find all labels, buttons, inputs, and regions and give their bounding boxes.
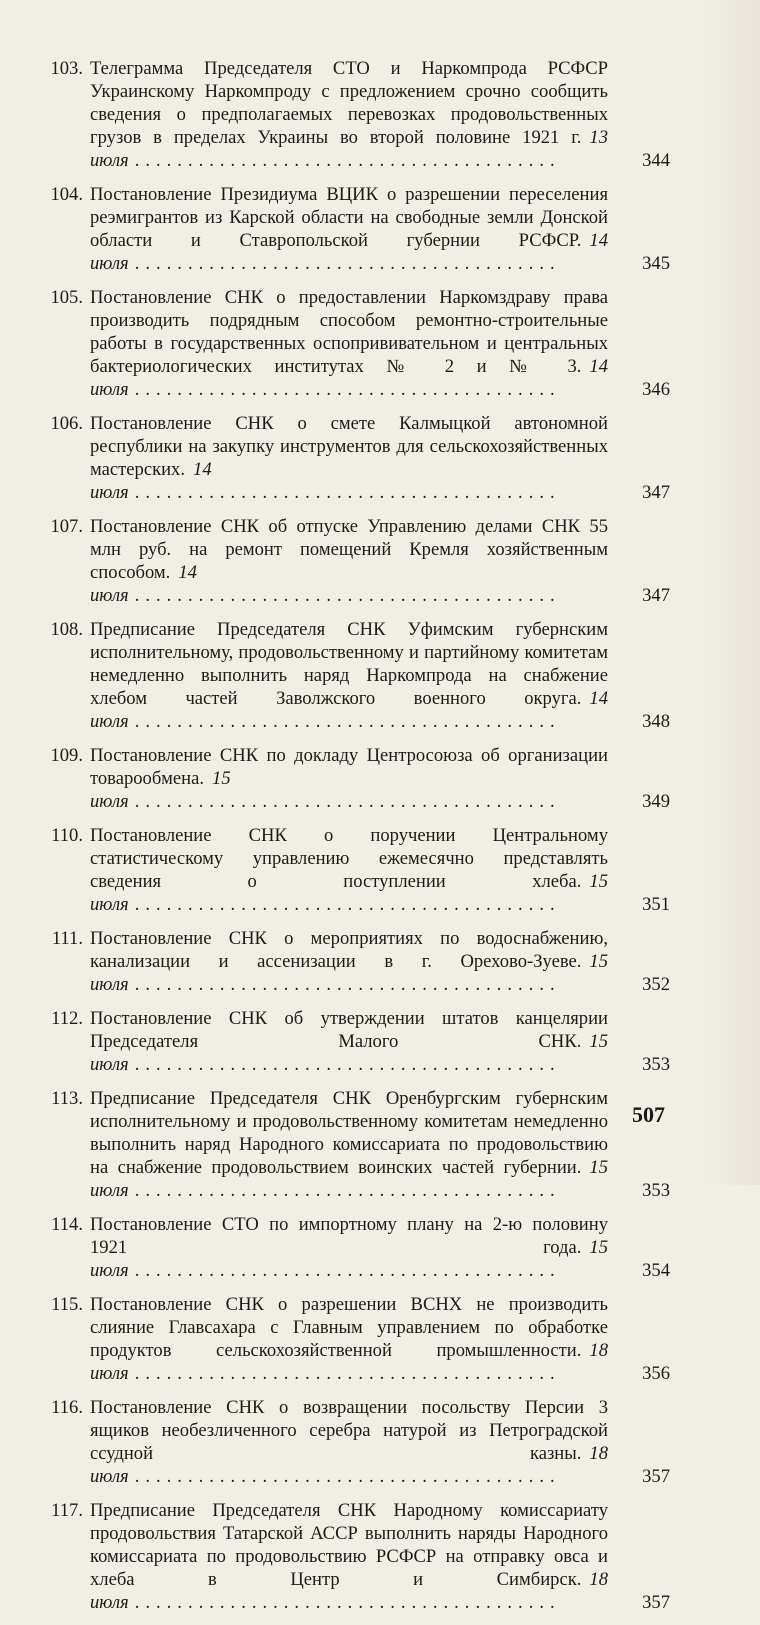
- entry-body: [90, 1213, 670, 1282]
- dot-leader: ........................................: [134, 585, 561, 606]
- entry-number: 109.: [50, 745, 83, 766]
- toc-entry: [44, 183, 670, 275]
- toc-entry: [44, 927, 670, 996]
- page-edge-shadow: [700, 0, 760, 1185]
- entry-title: Постановление Президиума ВЦИК о разрешении переселения реэмигрантов из Карской области на свободные земли Донской области и Ставропольской губернии РСФСР.: [90, 184, 608, 251]
- entry-body: [90, 412, 670, 504]
- entry-page-number: 353: [642, 1180, 670, 1201]
- entry-body: [90, 57, 670, 172]
- entry-page-number: 353: [642, 1054, 670, 1075]
- dot-leader: ........................................: [134, 150, 561, 171]
- entry-number: 107.: [50, 516, 83, 537]
- entry-date: 13 июля: [90, 127, 608, 171]
- entry-page-number: 347: [642, 585, 670, 606]
- entry-number: 110.: [51, 825, 83, 846]
- dot-leader: ........................................: [134, 482, 561, 503]
- entry-date: 18 июля: [90, 1340, 608, 1384]
- entry-title: Постановление СНК об утверждении штатов канцелярии Председателя Малого СНК.: [90, 1008, 608, 1052]
- entry-title: Предписание Председателя СНК Оренбургским губернским исполнительному и продовольственному комитетам немедленно выполнить наряд Народного комиссариата по продовольствию на снабжение продовольствием воинских частей губернии.: [90, 1088, 608, 1178]
- entry-page-number: 345: [642, 253, 670, 274]
- entry-page-number: 344: [642, 150, 670, 171]
- entry-page-number: 349: [642, 791, 670, 812]
- dot-leader: ........................................: [134, 1054, 561, 1075]
- entry-body: [90, 927, 670, 996]
- dot-leader: ........................................: [134, 253, 561, 274]
- entry-date: 18 июля: [90, 1443, 608, 1487]
- entry-title: Постановление СНК о поручении Центральному статистическому управлению ежемесячно представлять сведения о поступлении хлеба.: [90, 825, 608, 892]
- entry-page-number: 347: [642, 482, 670, 503]
- entry-date: 15 июля: [90, 951, 608, 995]
- entry-date: 15 июля: [90, 871, 608, 915]
- entry-date: 14 июля: [90, 356, 608, 400]
- entry-title: Постановление СНК о мероприятиях по водоснабжению, канализации и ассенизации в г. Орехово-Зуеве.: [90, 928, 608, 972]
- entry-title: Постановление СНК о предоставлении Наркомздраву права производить подрядным способом ремонтно-строительные работы в государственных оспопрививательном и центральных бактериологических институтах № 2 и № 3.: [90, 287, 608, 377]
- dot-leader: ........................................: [134, 1592, 561, 1613]
- toc-entry: [44, 1007, 670, 1076]
- entry-title: Постановление СНК об отпуске Управлению делами СНК 55 млн руб. на ремонт помещений Кремля хозяйственным способом.: [90, 516, 608, 583]
- entry-page-number: 348: [642, 711, 670, 732]
- dot-leader: ........................................: [134, 1363, 561, 1384]
- entry-date: 14 июля: [90, 688, 608, 732]
- dot-leader: ........................................: [134, 379, 561, 400]
- toc-entry: [44, 618, 670, 733]
- entry-title: Постановление СНК о возвращении посольству Персии 3 ящиков необезличенного серебра натурой из Петроградской ссудной казны.: [90, 1397, 608, 1464]
- page-number: 507: [632, 1102, 665, 1127]
- entry-body: [90, 286, 670, 401]
- entry-number: 105.: [50, 287, 83, 308]
- entry-number: 117.: [51, 1500, 83, 1521]
- toc-entry: [44, 1213, 670, 1282]
- entry-page-number: 354: [642, 1260, 670, 1281]
- entry-title: Постановление СТО по импортному плану на 2-ю половину 1921 года.: [90, 1214, 608, 1258]
- dot-leader: ........................................: [134, 974, 561, 995]
- entry-number: 108.: [50, 619, 83, 640]
- entry-number: 103.: [50, 58, 83, 79]
- toc-entry: [44, 1499, 670, 1614]
- entry-number: 115.: [51, 1294, 83, 1315]
- entry-date: 15 июля: [90, 768, 231, 812]
- entry-date: 14 июля: [90, 459, 212, 503]
- entry-page-number: 346: [642, 379, 670, 400]
- entry-body: [90, 824, 670, 916]
- dot-leader: ........................................: [134, 791, 561, 812]
- table-of-contents: [44, 57, 670, 1625]
- entry-body: [90, 515, 670, 607]
- toc-entry: [44, 824, 670, 916]
- dot-leader: ........................................: [134, 1180, 561, 1201]
- toc-entry: [44, 1293, 670, 1385]
- toc-entry: [44, 1396, 670, 1488]
- dot-leader: ........................................: [134, 711, 561, 732]
- entry-body: [90, 744, 670, 813]
- entry-date: 15 июля: [90, 1157, 608, 1201]
- entry-title: Постановление СНК по докладу Центросоюза об организации товарообмена.: [90, 745, 608, 789]
- dot-leader: ........................................: [134, 1260, 561, 1281]
- entry-page-number: 357: [642, 1592, 670, 1613]
- entry-body: [90, 183, 670, 275]
- entry-number: 116.: [51, 1397, 83, 1418]
- entry-page-number: 351: [642, 894, 670, 915]
- entry-number: 104.: [50, 184, 83, 205]
- entry-title: Предписание Председателя СНК Уфимским губернским исполнительному, продовольственному и партийному комитетам немедленно выполнить наряд Наркомпрода на снабжение хлебом частей Заволжского военного округа.: [90, 619, 608, 709]
- entry-number: 112.: [51, 1008, 83, 1029]
- entry-number: 111.: [51, 928, 83, 949]
- entry-title: Постановление СНК о разрешении ВСНХ не производить слияние Главсахара с Главным управлением по обработке продуктов сельскохозяйственной промышленности.: [90, 1294, 608, 1361]
- entry-date: 14 июля: [90, 230, 608, 274]
- dot-leader: ........................................: [134, 1466, 561, 1487]
- entry-date: 14 июля: [90, 562, 197, 606]
- toc-entry: [44, 412, 670, 504]
- entry-body: [90, 1293, 670, 1385]
- entry-page-number: 352: [642, 974, 670, 995]
- entry-title: Предписание Председателя СНК Народному комиссариату продовольствия Татарской АССР выполнить наряды Народного комиссариата по продовольствию РСФСР на отправку овса и хлеба в Центр и Симбирск.: [90, 1500, 608, 1590]
- entry-date: 15 июля: [90, 1031, 608, 1075]
- dot-leader: ........................................: [134, 894, 561, 915]
- toc-entry: [44, 515, 670, 607]
- entry-title: Телеграмма Председателя СТО и Наркомпрода РСФСР Украинскому Наркомпроду с предложением срочно сообщить сведения о предполагаемых перевозках продовольственных грузов в пределах Украины во второй половине 1921 г.: [90, 58, 608, 148]
- entry-page-number: 357: [642, 1466, 670, 1487]
- entry-number: 114.: [51, 1214, 83, 1235]
- entry-body: [90, 1396, 670, 1488]
- toc-entry: [44, 744, 670, 813]
- entry-title: Постановление СНК о смете Калмыцкой автономной республики на закупку инструментов для сельскохозяйственных мастерских.: [90, 413, 608, 480]
- entry-body: [90, 618, 670, 733]
- entry-number: 113.: [51, 1088, 83, 1109]
- toc-entry: [44, 286, 670, 401]
- entry-date: 18 июля: [90, 1569, 608, 1613]
- entry-date: 15 июля: [90, 1237, 608, 1281]
- entry-number: 106.: [50, 413, 83, 434]
- entry-page-number: 356: [642, 1363, 670, 1384]
- entry-body: [90, 1007, 670, 1076]
- entry-body: [90, 1499, 670, 1614]
- toc-entry: [44, 57, 670, 172]
